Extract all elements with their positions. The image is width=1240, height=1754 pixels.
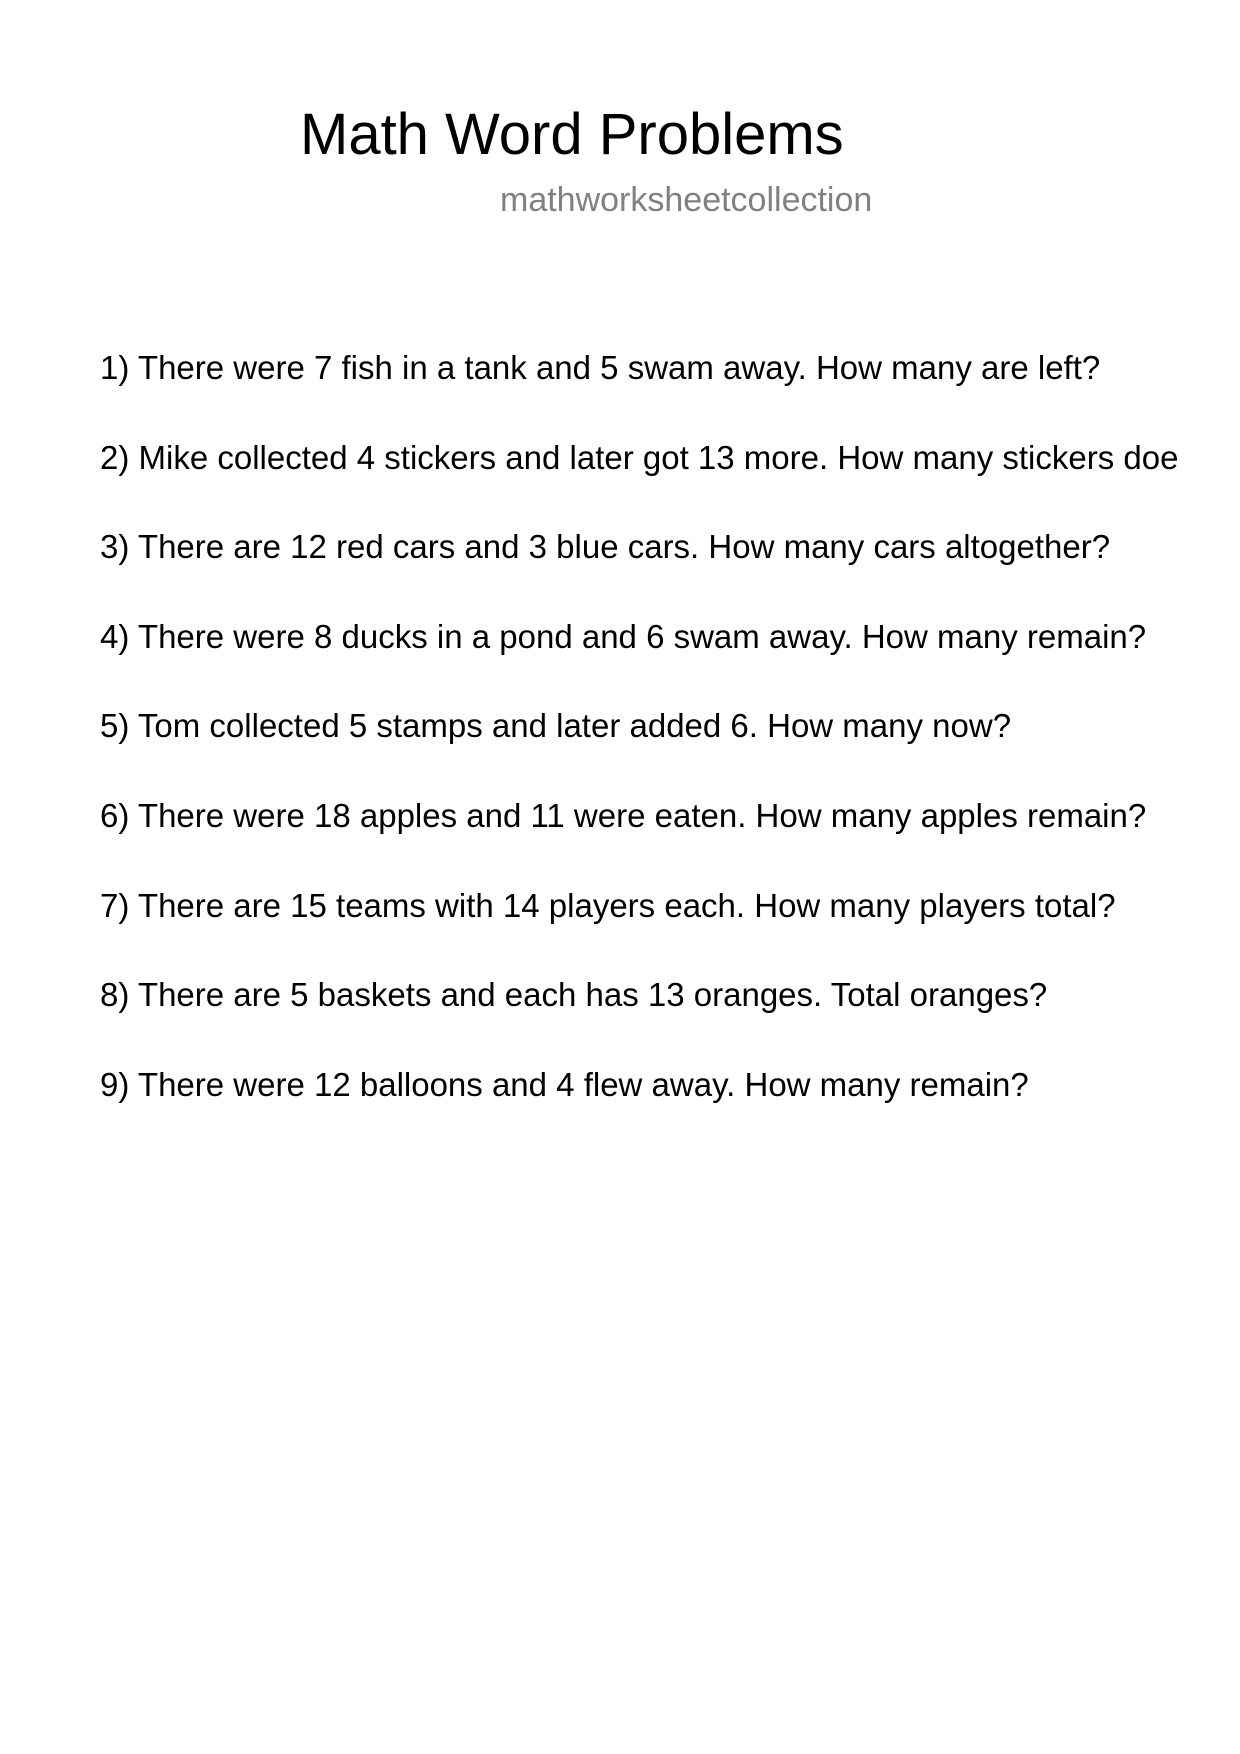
source-label: mathworksheetcollection xyxy=(500,181,873,219)
problem-item: 5) Tom collected 5 stamps and later added 6. How many now? xyxy=(100,707,1012,745)
page-title: Math Word Problems xyxy=(300,102,844,167)
problem-item: 8) There are 5 baskets and each has 13 oranges. Total oranges? xyxy=(100,976,1048,1014)
problem-item: 2) Mike collected 4 stickers and later got 13 more. How many stickers doe xyxy=(100,438,1179,476)
problem-item: 4) There were 8 ducks in a pond and 6 swam away. How many remain? xyxy=(100,617,1147,655)
problem-item: 9) There were 12 balloons and 4 flew away. How many remain? xyxy=(100,1065,1029,1103)
problem-item: 6) There were 18 apples and 11 were eaten. How many apples remain? xyxy=(100,796,1147,834)
problem-item: 1) There were 7 fish in a tank and 5 swam away. How many are left? xyxy=(100,349,1101,386)
problem-item: 7) There are 15 teams with 14 players each. How many players total? xyxy=(100,886,1116,924)
problem-list xyxy=(100,346,1240,1152)
problem-item: 3) There are 12 red cars and 3 blue cars. How many cars altogether? xyxy=(100,528,1111,566)
